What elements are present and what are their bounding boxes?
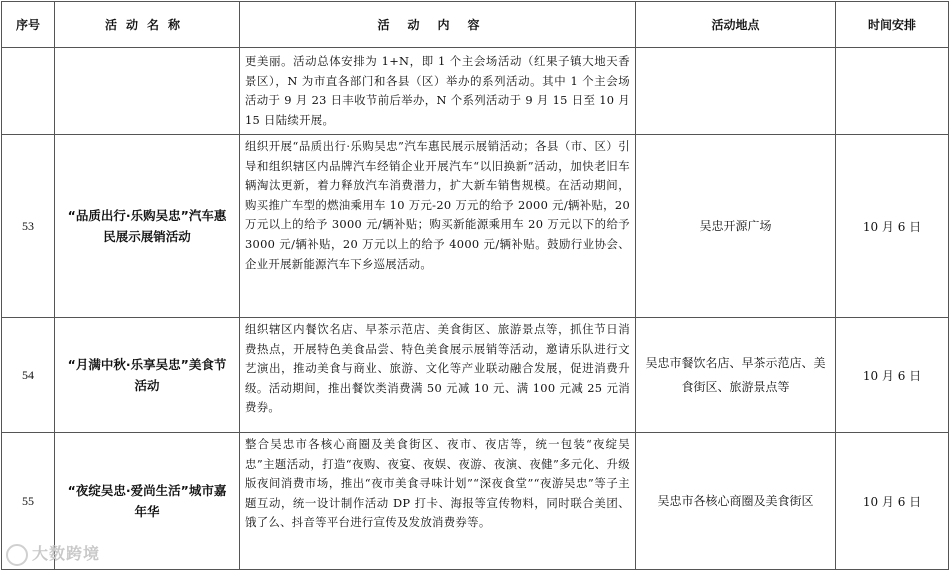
header-seq: 序号 bbox=[2, 2, 55, 48]
table-row bbox=[2, 48, 949, 135]
row-content: 组织开展“品质出行·乐购吴忠”汽车惠民展示展销活动；各县（市、区）引导和组织辖区内品牌汽车经销企业开展汽车“以旧换新”活动，加快老旧车辆淘汰更新，着力释放汽车消费潜力，扩大新车销售规模。在活动期间，购买推广车型的燃油乘用车 10 万元-20 万元的给予 2000 元/辆补贴，20 万元以上的给予 3000 元/辆补贴；购买新能源乘用车 20 万元以下的给予 3000 元/辆补贴，20 万元以上的给予 4000 元/辆补贴。鼓励行业协会、企业开展新能源汽车下乡巡展活动。 bbox=[240, 135, 636, 318]
row-location: 吴忠开源广场 bbox=[636, 135, 836, 318]
row-time bbox=[836, 48, 949, 135]
row-content: 组织辖区内餐饮名店、早茶示范店、美食街区、旅游景点等，抓住节日消费热点，开展特色美食品尝、特色美食展示展销等活动，邀请乐队进行文艺演出，推动美食与商业、旅游、文化等产业联动融合发展，促进消费升级。活动期间，推出餐饮类消费满 50 元减 10 元、满 100 元减 25 元消费券。 bbox=[240, 318, 636, 433]
row-location bbox=[636, 48, 836, 135]
header-row bbox=[2, 2, 949, 48]
table-row bbox=[2, 318, 949, 433]
header-name: 活动名称 bbox=[55, 2, 240, 48]
table-row bbox=[2, 135, 949, 318]
row-name bbox=[55, 48, 240, 135]
row-time: 10 月 6 日 bbox=[836, 135, 949, 318]
row-time: 10 月 6 日 bbox=[836, 318, 949, 433]
row-name: “月满中秋·乐享吴忠”美食节活动 bbox=[55, 318, 240, 433]
row-seq: 53 bbox=[2, 135, 55, 318]
row-content: 更美丽。活动总体安排为 1+N，即 1 个主会场活动（红果子镇大地天香景区），N 为市直各部门和各县（区）举办的系列活动。其中 1 个主会场活动于 9 月 23 日丰收节前后举办，N 个系列活动于 9 月 15 日至 10 月 15 日陆续开展。 bbox=[240, 48, 636, 135]
row-name: “品质出行·乐购吴忠”汽车惠民展示展销活动 bbox=[55, 135, 240, 318]
row-name: “夜绽吴忠·爱尚生活”城市嘉年华 bbox=[55, 433, 240, 570]
header-content: 活动内容 bbox=[240, 2, 636, 48]
row-seq bbox=[2, 48, 55, 135]
activity-table bbox=[1, 1, 949, 570]
watermark-text: 大数跨境 bbox=[32, 544, 101, 563]
row-location: 吴忠市各核心商圈及美食街区 bbox=[636, 433, 836, 570]
table-row bbox=[2, 433, 949, 570]
watermark-logo-icon bbox=[6, 544, 28, 566]
row-location: 吴忠市餐饮名店、早茶示范店、美食街区、旅游景点等 bbox=[636, 318, 836, 433]
row-time: 10 月 6 日 bbox=[836, 433, 949, 570]
header-location: 活动地点 bbox=[636, 2, 836, 48]
row-seq: 54 bbox=[2, 318, 55, 433]
watermark bbox=[6, 541, 100, 566]
row-seq: 55 bbox=[2, 433, 55, 570]
header-time: 时间安排 bbox=[836, 2, 949, 48]
row-content: 整合吴忠市各核心商圈及美食街区、夜市、夜店等，统一包装“夜绽吴忠”主题活动，打造“夜购、夜宴、夜娱、夜游、夜演、夜健”多元化、升级版夜间消费市场，推出“夜市美食寻味计划”“深夜食堂”“夜游吴忠”等子主题互动，统一设计制作活动 DP 打卡、海报等宣传物料，同时联合美团、饿了么、抖音等平台进行宣传及发放消费券等。 bbox=[240, 433, 636, 570]
